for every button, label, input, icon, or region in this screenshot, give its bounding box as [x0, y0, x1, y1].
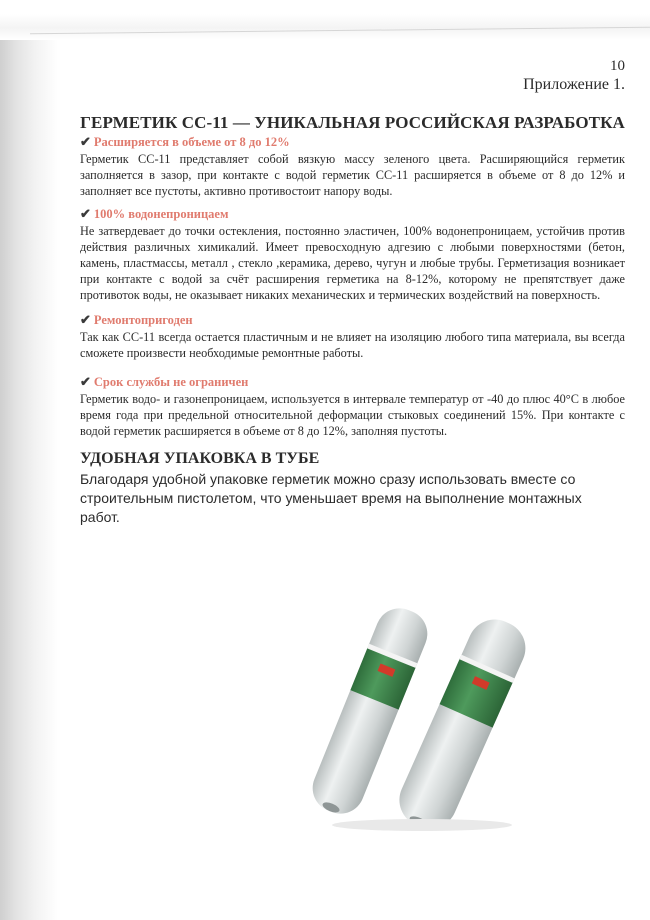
section-repairable	[80, 312, 625, 361]
checkmark-icon: ✔	[80, 134, 91, 149]
section-heading	[80, 134, 625, 150]
section-text: Герметик водо- и газонепроницаем, используется в интервале температур от -40 до плюс 40°С в любое время года при предельной относительной деформации стыковых соединений 15%. При контакте с водой герметик расширяется в объеме от 8 до 12%, заполняя пустоты.	[80, 392, 625, 438]
section-heading-text: Ремонтопригоден	[93, 313, 193, 327]
section-text: Не затвердевает до точки остекления, постоянно эластичен, 100% водонепроницаем, устойчив против действия различных химикалий. Имеет превосходную адгезию с любыми поверхностями (бетон, камень, пластмассы, металл , стекло ,керамика, дерево, чугун и любые трубы. Герметизация возникает при контакте с водой за счёт расширения герметика на 8-12%, которому не препятствует даже противоток воды, не оказывает никаких механических и термических воздействий на поверхность.	[80, 224, 625, 302]
sealant-tubes-photo	[312, 593, 532, 833]
section-text: Герметик СС-11 представляет собой вязкую массу зеленого цвета. Расширяющийся герметик заполняется в зазор, при контакте с водой герметик СС-11 расширяется в объеме от 8 до 12% и заполняет все пустоты, активно противостоит напору воды.	[80, 152, 625, 198]
scan-shadow-top	[0, 0, 650, 40]
checkmark-icon: ✔	[80, 374, 91, 389]
section-heading-text: Срок службы не ограничен	[93, 375, 249, 389]
section-heading	[80, 312, 625, 328]
section-heading	[80, 374, 625, 390]
page-title: ГЕРМЕТИК СС-11 — УНИКАЛЬНАЯ РОССИЙСКАЯ РАЗРАБОТКА	[80, 113, 625, 132]
checkmark-icon: ✔	[80, 206, 91, 221]
section-waterproof	[80, 206, 625, 303]
page-number: 10	[610, 58, 625, 74]
checkmark-icon: ✔	[80, 312, 91, 327]
section-heading	[80, 206, 625, 222]
packaging-text: Благодаря удобной упаковке герметик можно сразу использовать вместе со строительным пистолетом, что уменьшает время на выполнение монтажных работ.	[80, 471, 582, 525]
section-heading-text: 100% водонепроницаем	[93, 207, 229, 221]
packaging-heading: УДОБНАЯ УПАКОВКА В ТУБЕ	[80, 450, 320, 467]
scan-shadow-left	[0, 0, 58, 920]
section-text: Так как СС-11 всегда остается пластичным и не влияет на изоляцию любого типа материала, вы всегда сможете произвести необходимые ремонтные работы.	[80, 330, 625, 360]
appendix-label: Приложение 1.	[523, 76, 625, 93]
section-heading-text: Расширяется в объеме от 8 до 12%	[93, 135, 290, 149]
section-expansion	[80, 134, 625, 199]
section-service-life	[80, 374, 625, 439]
